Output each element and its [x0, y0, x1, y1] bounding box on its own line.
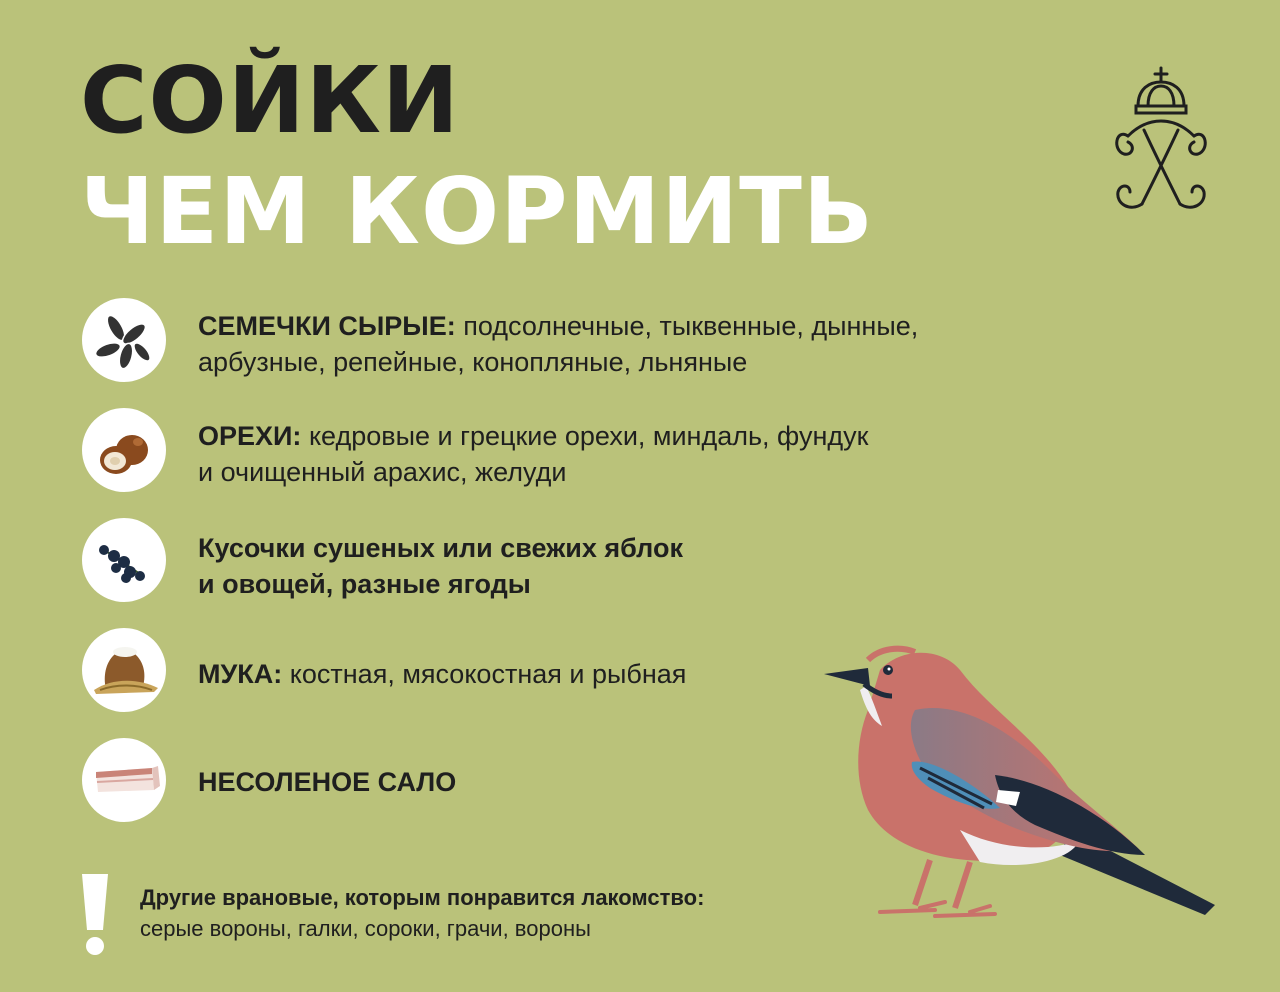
- title-line-1: СОЙКИ: [80, 47, 460, 154]
- flour-sack-icon: [82, 628, 166, 712]
- lard-icon: [82, 738, 166, 822]
- title-line-2: ЧЕМ КОРМИТЬ: [80, 158, 875, 265]
- jay-bird-illustration: [820, 640, 1230, 930]
- food-item-text: МУКА: костная, мясокостная и рыбная: [198, 659, 687, 689]
- exclamation-icon: [78, 872, 112, 956]
- hazelnut-icon: [82, 408, 166, 492]
- crown-monogram-icon: [1108, 66, 1214, 216]
- note-text: Другие врановые, которым понравится лакомство: серые вороны, галки, сороки, грачи, вороны: [140, 885, 705, 941]
- food-item-text: СЕМЕЧКИ СЫРЫЕ: подсолнечные, тыквенные, дынные, арбузные, репейные, конопляные, льняные: [198, 311, 919, 377]
- sunflower-seeds-icon: [82, 298, 166, 382]
- berries-icon: [82, 518, 166, 602]
- food-item-text: ОРЕХИ: кедровые и грецкие орехи, миндаль, фундук и очищенный арахис, желуди: [198, 421, 869, 487]
- food-item-text: НЕСОЛЕНОЕ САЛО: [198, 767, 457, 797]
- food-item-text: Кусочки сушеных или свежих яблок и овощей, разные ягоды: [198, 533, 683, 599]
